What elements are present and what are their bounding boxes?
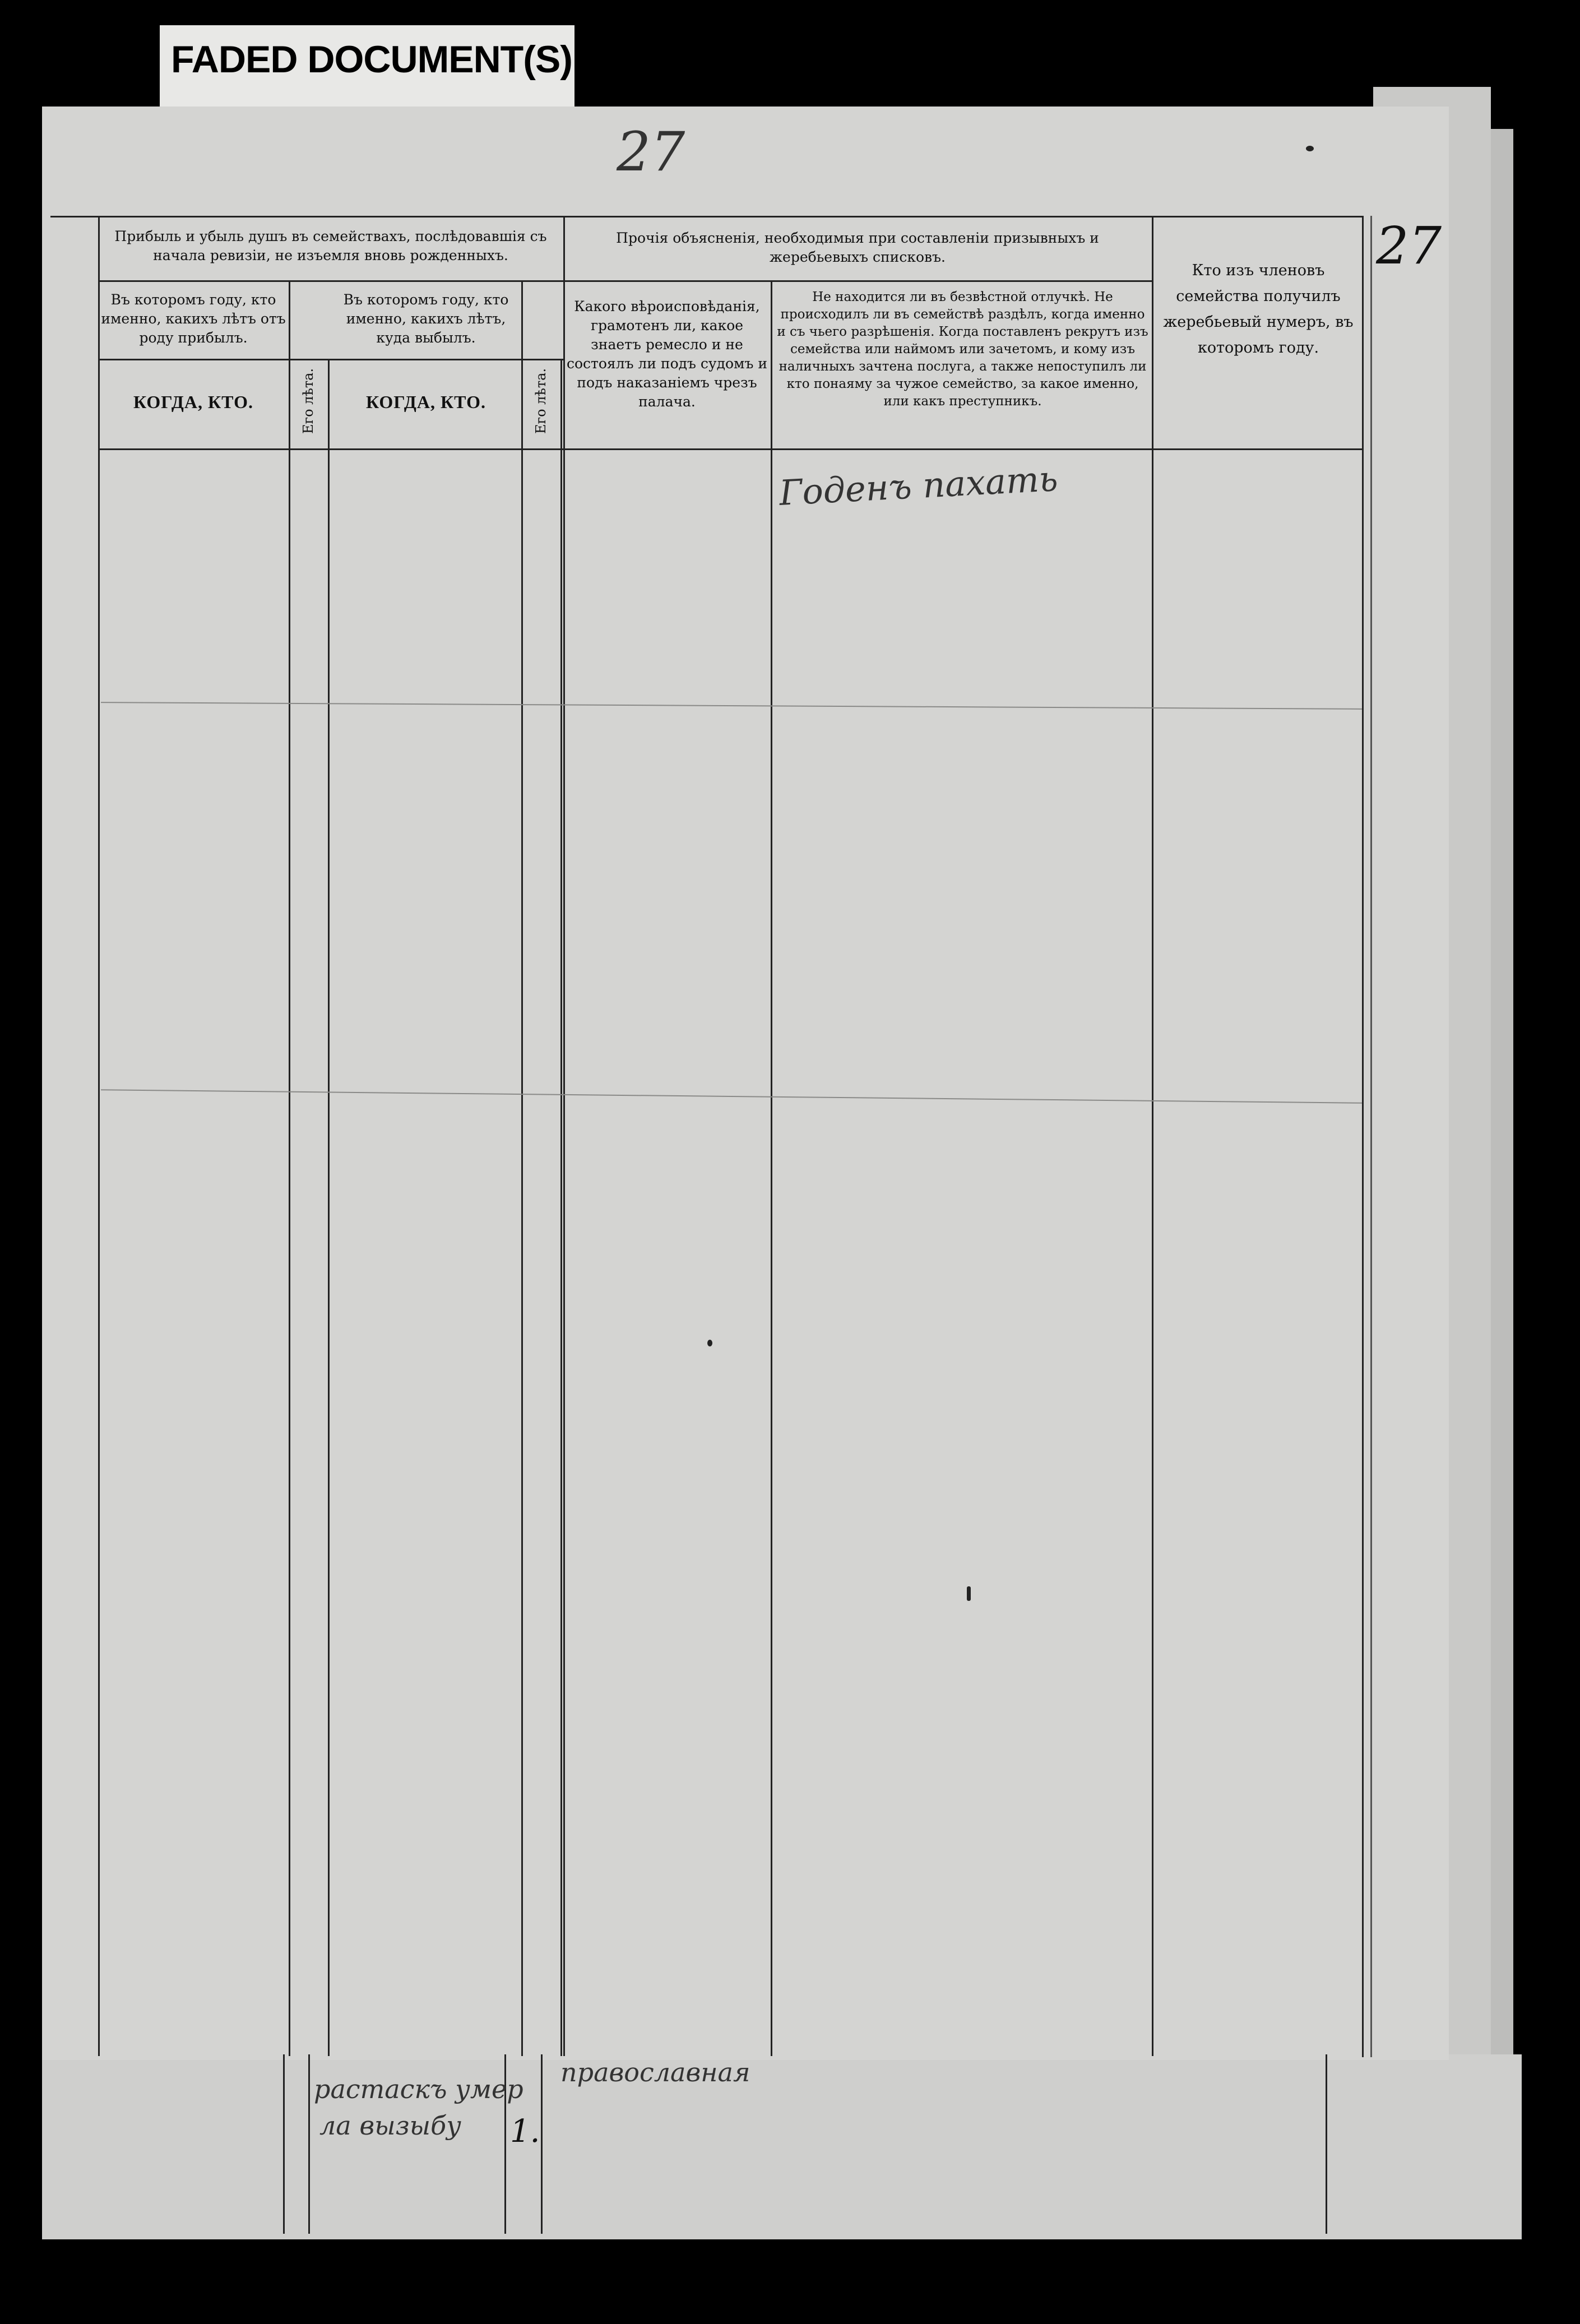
ink-spot-3 (1306, 146, 1314, 151)
header-line-1 (98, 280, 1152, 282)
header-group1: Прибыль и убыль душъ въ семействахъ, послѣдовавшія съ начала ревизіи, не изъемля вновь рожденныхъ. (114, 228, 547, 263)
table-right-border (1362, 216, 1364, 2057)
col-line-2 (328, 359, 330, 2056)
col-line-5 (563, 217, 565, 2056)
header-absence: Не находится ли въ безвѣстной отлучкѣ. Не происходилъ ли въ семействѣ раздѣлъ, когда именно и съ чьего разрѣшенія. Когда поставленъ рекрутъ изъ семейства или наймомъ или зачетомъ, и кому изъ наличныхъ зачтена послуга, а также непоступилъ ли кто понаяму за чужое семейство, за какое именно, или какъ преступникъ. (777, 290, 1148, 409)
page-number-top: 27 (617, 121, 685, 183)
strip-line-2 (308, 2054, 310, 2234)
page-number-right: 27 (1376, 216, 1442, 276)
strip-number: 1. (510, 2113, 540, 2150)
header-group1-sub2: Въ которомъ году, кто именно, какихъ лѣтъ, куда выбылъ. (343, 291, 509, 346)
ink-spot-1 (707, 1340, 712, 1346)
header-lot: Кто изъ членовъ семейства получилъ жеребьевый нумеръ, въ которомъ году. (1163, 262, 1354, 357)
header-when-who-2: КОГДА, КТО. (366, 392, 486, 412)
strip-handwriting-2: ла вызыбу (319, 2110, 461, 2141)
col-line-7 (1152, 217, 1153, 2056)
strip-handwriting-1: растаскъ умер (314, 2074, 523, 2104)
col-line-1 (289, 280, 290, 2056)
table-frame (50, 216, 1362, 2062)
strip-line-1 (283, 2054, 285, 2234)
col-line-6 (771, 280, 772, 2056)
header-when-who-1: КОГДА, КТО. (133, 392, 253, 412)
header-group1-sub1: Въ которомъ году, кто именно, какихъ лѣтъ отъ роду прибылъ. (101, 291, 286, 346)
table-right-border-double (1370, 216, 1372, 2057)
strip-line-5 (1326, 2054, 1327, 2234)
header-his-years-2: Его лѣта. (533, 368, 549, 434)
header-line-3 (98, 448, 1362, 450)
col-line-4 (560, 359, 562, 2056)
header-religion: Какого вѣроисповѣданія, грамотенъ ли, какое знаетъ ремесло и не состоялъ ли подъ судомъ и подъ наказаніемъ чрезъ палача. (566, 298, 767, 410)
col-line-3 (521, 280, 523, 2056)
ink-spot-2 (967, 1586, 971, 1601)
bottom-strip-sheet (42, 2054, 1522, 2239)
faded-document-banner: FADED DOCUMENT(S) (160, 25, 574, 107)
handwritten-note: Годенъ пахать (778, 458, 1059, 513)
strip-line-4 (541, 2054, 543, 2234)
header-group2: Прочія объясненія, необходимыя при составленіи призывныхъ и жеребьевыхъ списковъ. (616, 230, 1099, 265)
strip-handwriting-3: православная (560, 2057, 750, 2087)
header-line-2 (98, 359, 563, 360)
col-line-0 (98, 217, 100, 2056)
header-his-years-1: Его лѣта. (300, 368, 316, 434)
